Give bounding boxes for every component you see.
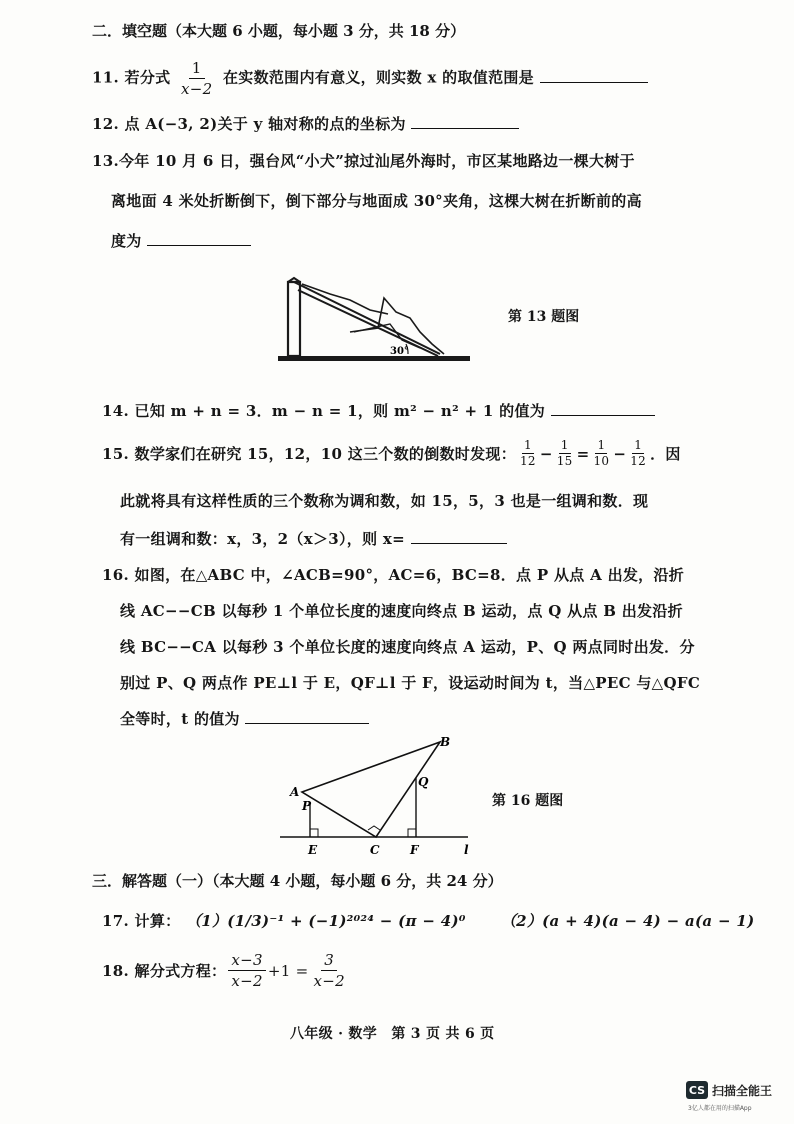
page-footer: 八年级 · 数学 第 3 页 共 6 页 xyxy=(290,1026,495,1042)
q11-answer-blank[interactable] xyxy=(540,68,648,83)
q16-line-3: 线 BC−−CA 以每秒 3 个单位长度的速度向终点 A 运动，P、Q 两点同时出发．分 xyxy=(120,638,695,656)
q18-rhs-den: x−2 xyxy=(313,972,345,990)
q16-right-angle-e xyxy=(310,829,318,837)
question-15-line-1 xyxy=(102,438,681,469)
q15-fraction-2 xyxy=(555,438,575,469)
q16-right-angle-f xyxy=(408,829,416,837)
scanner-app-name: 扫描全能王 xyxy=(712,1083,773,1098)
scanner-tagline: 3亿人都在用的扫描App xyxy=(688,1105,752,1112)
q15-f4-den: 12 xyxy=(630,454,647,468)
q16-label-p: P xyxy=(302,799,312,813)
q16-line-4: 别过 P、Q 两点作 PE⊥l 于 E，QF⊥l 于 F，设运动时间为 t，当△PEC 与△QFC xyxy=(120,674,701,692)
q16-triangle-figure xyxy=(280,730,480,860)
q15-op-1: − xyxy=(539,444,553,463)
q15-intro: 数学家们在研究 15，12，10 这三个数的倒数时发现： xyxy=(134,445,516,463)
q15-f3-den: 10 xyxy=(593,454,610,468)
q15-answer-blank[interactable] xyxy=(411,529,507,544)
q16-triangle-abc xyxy=(302,742,440,837)
q15-line1-end: ．因 xyxy=(650,445,681,463)
q16-figure-caption: 第 16 题图 xyxy=(492,793,564,809)
q12-number: 12. xyxy=(92,115,119,133)
question-16-answer-line xyxy=(120,708,369,729)
q11-number: 11. xyxy=(92,68,119,87)
q15-line-3: 有一组调和数：x，3，2（x＞3），则 x= xyxy=(120,530,406,548)
question-15-answer-line xyxy=(120,528,507,549)
question-18 xyxy=(102,950,350,991)
q15-line-2: 此就将具有这样性质的三个数称为调和数，如 15，5，3 也是一组调和数．现 xyxy=(120,492,649,510)
section-2-heading: 二．填空题（本大题 6 小题，每小题 3 分，共 18 分） xyxy=(92,22,466,40)
q13-tree-trunk xyxy=(288,282,300,356)
q18-label: 解分式方程： xyxy=(134,962,227,980)
q17-number: 17. xyxy=(102,912,129,930)
q15-fraction-3 xyxy=(592,438,612,469)
q15-f1-den: 12 xyxy=(520,454,536,468)
q15-fraction-4 xyxy=(628,438,648,469)
q13-angle-label: 30° xyxy=(390,346,409,357)
q18-lhs-num: x−3 xyxy=(228,950,265,971)
q13-line-2: 离地面 4 米处折断倒下，倒下部分与地面成 30°夹角，这棵大树在折断前的高 xyxy=(111,192,642,210)
q16-line-2: 线 AC−−CB 以每秒 1 个单位长度的速度向终点 B 运动，点 Q 从点 B 出发沿折 xyxy=(120,602,683,620)
q11-prefix: 若分式 xyxy=(124,68,171,87)
q13-figure-caption: 第 13 题图 xyxy=(508,309,580,325)
scanner-watermark xyxy=(686,1081,772,1099)
q13-line-3: 度为 xyxy=(111,232,142,250)
q15-f4-num: 1 xyxy=(634,438,643,452)
q18-plus-one: +1 = xyxy=(267,961,309,980)
question-12 xyxy=(92,113,519,134)
question-17 xyxy=(102,910,754,931)
q16-label-q: Q xyxy=(418,775,429,789)
q18-lhs-den: x−2 xyxy=(231,972,263,990)
q14-answer-blank[interactable] xyxy=(551,401,655,416)
q14-number: 14. xyxy=(102,402,129,420)
q15-fraction-1 xyxy=(518,438,538,469)
q15-f2-den: 15 xyxy=(556,454,573,468)
q11-frac-den: x−2 xyxy=(180,80,213,98)
q13-line-1: 13.今年 10 月 6 日，强台风“小犬”掠过汕尾外海时，市区某地路边一棵大树于 xyxy=(92,152,635,170)
question-14 xyxy=(102,400,655,421)
q12-text: 点 A(−3, 2)关于 y 轴对称的点的坐标为 xyxy=(124,115,406,133)
q11-fraction xyxy=(178,58,215,99)
question-11 xyxy=(92,58,648,99)
q13-fallen-trunk-upper xyxy=(294,282,440,354)
scanner-logo-icon: CS xyxy=(686,1081,708,1099)
q15-f2-num: 1 xyxy=(560,438,569,452)
q18-rhs-num: 3 xyxy=(321,950,337,971)
q15-op-eq: = xyxy=(576,444,590,463)
q17-part-1: （1）(1/3)⁻¹ + (−1)²⁰²⁴ − (π − 4)⁰ xyxy=(185,912,466,930)
q15-f3-num: 1 xyxy=(597,438,606,452)
q16-answer-blank[interactable] xyxy=(245,709,369,724)
q17-label: 计算： xyxy=(134,912,181,930)
question-13-answer-line xyxy=(111,230,251,251)
q13-ground xyxy=(278,356,470,361)
q15-f1-num: 1 xyxy=(523,438,532,452)
q13-answer-blank[interactable] xyxy=(147,231,251,246)
section-3-heading: 三．解答题（一）（本大题 4 小题，每小题 6 分，共 24 分） xyxy=(92,872,503,890)
q11-suffix: 在实数范围内有意义，则实数 x 的取值范围是 xyxy=(222,68,534,87)
q16-right-angle-c xyxy=(368,826,380,830)
q16-label-l: l xyxy=(464,843,469,857)
q14-text: 已知 m + n = 3．m − n = 1，则 m² − n² + 1 的值为 xyxy=(134,402,546,420)
q12-answer-blank[interactable] xyxy=(411,114,519,129)
q18-lhs-fraction xyxy=(228,950,265,991)
q16-line-1: 16. 如图，在△ABC 中，∠ACB=90°，AC=6，BC=8．点 P 从点 A 出发，沿折 xyxy=(102,566,685,584)
q16-label-b: B xyxy=(440,735,451,749)
q18-number: 18. xyxy=(102,961,129,980)
q16-label-c: C xyxy=(370,843,380,857)
q18-rhs-fraction xyxy=(310,950,347,991)
q16-label-a: A xyxy=(290,785,300,799)
q15-op-2: − xyxy=(613,444,627,463)
q16-line-5: 全等时，t 的值为 xyxy=(120,710,240,728)
q16-label-f: F xyxy=(410,843,419,857)
q15-number: 15. xyxy=(102,444,129,463)
q16-label-e: E xyxy=(308,843,318,857)
q17-part-2: （2）(a + 4)(a − 4) − a(a − 1) xyxy=(500,912,755,930)
q11-frac-num: 1 xyxy=(189,58,205,79)
q13-tree-figure xyxy=(270,270,480,370)
